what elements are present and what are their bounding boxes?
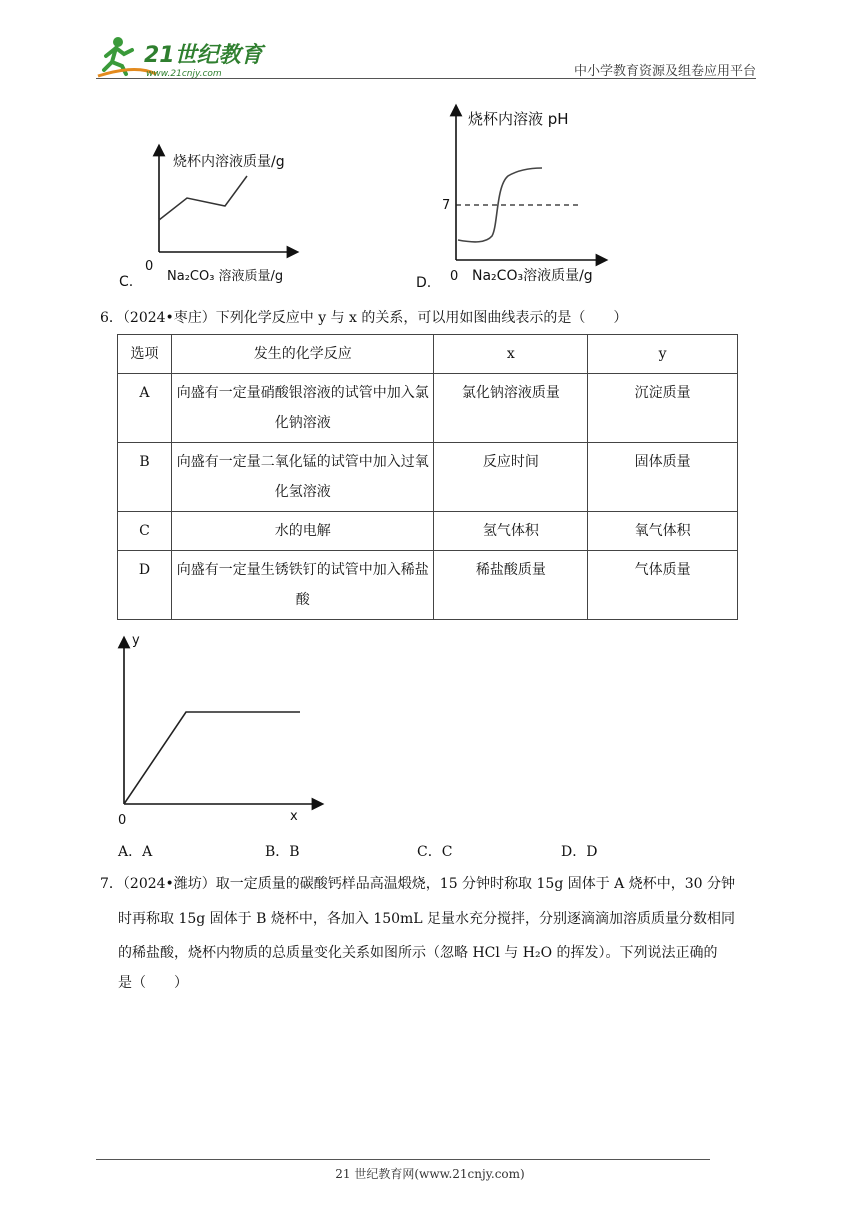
table-row — [118, 374, 738, 443]
table-row — [118, 512, 738, 551]
row-y: 沉淀质量 — [588, 374, 738, 443]
header-x: x — [434, 335, 588, 374]
x-axis-label: Na₂CO₃ 溶液质量/g — [167, 269, 284, 284]
y-axis-label: 烧杯内溶液质量/g — [173, 154, 285, 170]
row-x: 反应时间 — [434, 443, 588, 512]
row-option: B — [118, 443, 172, 512]
question-6-text: 6．（2024•枣庄）下列化学反应中 y 与 x 的关系，可以用如图曲线表示的是（ ） — [100, 310, 628, 326]
option-c-graph — [115, 140, 315, 290]
question-7-line-4: 是（ ） — [118, 975, 188, 991]
footer-text: 21 世纪教育网(www.21cnjy.com) — [335, 1167, 525, 1181]
header-reaction: 发生的化学反应 — [171, 335, 434, 374]
question-7-line-3: 的稀盐酸，烧杯内物质的总质量变化关系如图所示（忽略 HCl 与 H₂O 的挥发）。下列说法正确的 — [118, 945, 718, 961]
logo-url: www.21cnjy.com — [146, 69, 222, 79]
question-7-line-2: 时再称取 15g 固体于 B 烧杯中，各加入 150mL 足量水充分搅拌，分别逐滴滴加溶质质量分数相同 — [118, 911, 736, 927]
row-option: D — [118, 551, 172, 620]
logo-text: 21世纪教育 — [144, 43, 263, 68]
table-header-row — [118, 335, 738, 374]
header-option: 选项 — [118, 335, 172, 374]
row-x: 稀盐酸质量 — [434, 551, 588, 620]
answer-c: C．C — [417, 844, 453, 860]
site-logo — [96, 34, 266, 80]
row-reaction: 向盛有一定量二氧化锰的试管中加入过氧化氢溶液 — [171, 443, 434, 512]
y-axis-label: y — [132, 633, 140, 648]
answer-a: A．A — [118, 844, 153, 860]
footer-divider — [96, 1159, 710, 1160]
origin-label: 0 — [145, 259, 154, 274]
answer-d: D．D — [561, 844, 598, 860]
row-x: 氯化钠溶液质量 — [434, 374, 588, 443]
curve — [159, 176, 247, 220]
option-d-label: D. — [416, 275, 432, 290]
row-option: A — [118, 374, 172, 443]
x-axis-label: x — [290, 809, 298, 824]
row-y: 氧气体积 — [588, 512, 738, 551]
row-x: 氢气体积 — [434, 512, 588, 551]
origin-label: 0 — [450, 269, 459, 284]
ph7-tick-label: 7 — [442, 198, 451, 213]
row-y: 气体质量 — [588, 551, 738, 620]
header-y: y — [588, 335, 738, 374]
y-axis-label: 烧杯内溶液 pH — [468, 110, 569, 128]
row-reaction: 向盛有一定量硝酸银溶液的试管中加入氯化钠溶液 — [171, 374, 434, 443]
option-c-label: C. — [119, 274, 134, 290]
table-row — [118, 551, 738, 620]
platform-name: 中小学教育资源及组卷应用平台 — [573, 64, 756, 79]
row-reaction: 向盛有一定量生锈铁钉的试管中加入稀盐酸 — [171, 551, 434, 620]
question-7-line-1: 7．（2024•潍坊）取一定质量的碳酸钙样品高温煅烧，15 分钟时称取 15g 固体于 A 烧杯中，30 分钟 — [100, 876, 736, 892]
reaction-table — [117, 334, 738, 620]
question-6-graph — [110, 630, 330, 830]
answer-b: B．B — [265, 844, 300, 860]
origin-label: 0 — [118, 813, 127, 828]
row-option: C — [118, 512, 172, 551]
table-row — [118, 443, 738, 512]
curve — [124, 712, 300, 804]
header-divider — [96, 78, 756, 79]
x-axis-label: Na₂CO₃溶液质量/g — [472, 268, 593, 284]
row-reaction: 水的电解 — [171, 512, 434, 551]
row-y: 固体质量 — [588, 443, 738, 512]
option-d-graph — [412, 100, 622, 290]
